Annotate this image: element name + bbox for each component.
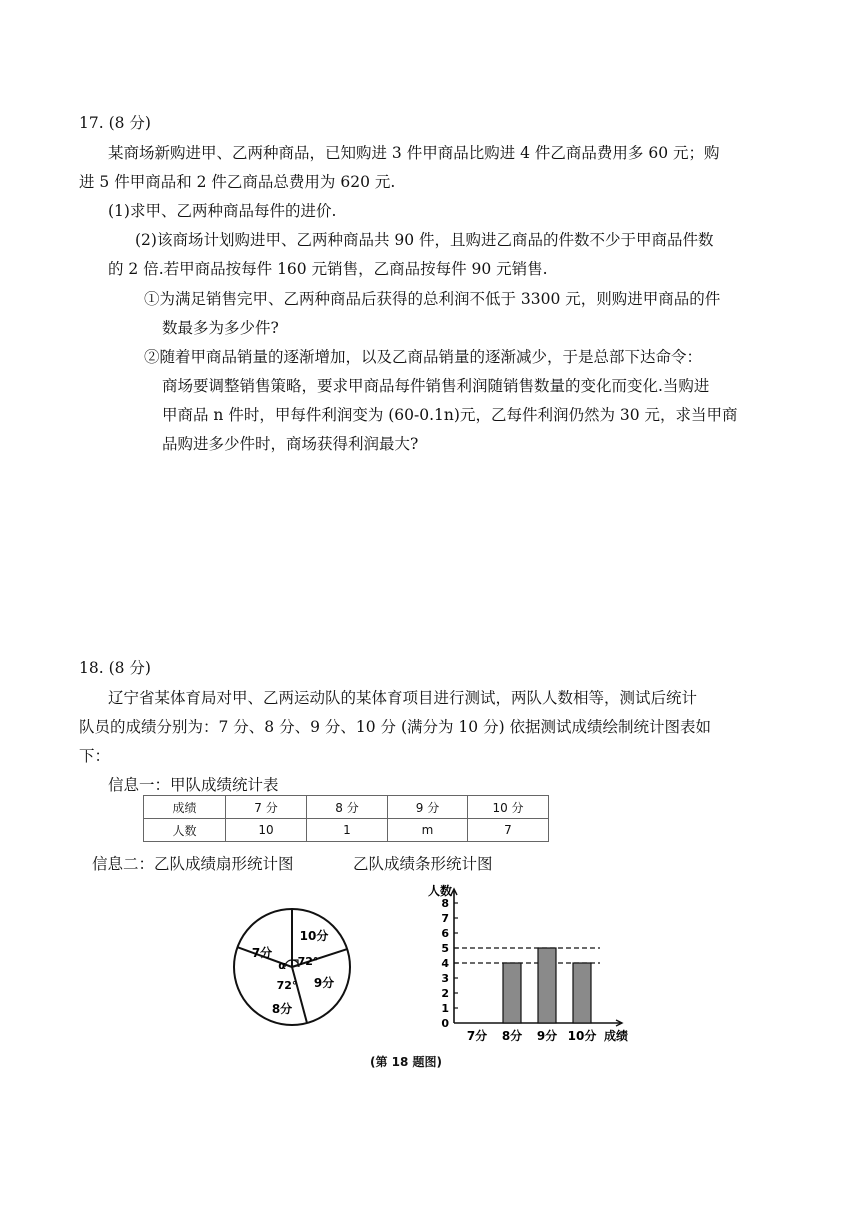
- y-tick-label: 4: [441, 957, 449, 970]
- pie-label-7: 7分: [251, 946, 273, 960]
- bar: [573, 963, 591, 1023]
- table-header-cell: 10 分: [468, 796, 549, 819]
- y-tick-label: 8: [441, 897, 449, 910]
- y-tick-label: 5: [441, 942, 449, 955]
- table-header-cell: 成绩: [144, 796, 226, 819]
- q17-heading: 17. (8 分): [79, 114, 151, 132]
- bar: [503, 963, 521, 1023]
- x-tick-label: 10分: [567, 1029, 597, 1043]
- q17-part2-line2: 的 2 倍.若甲商品按每件 160 元销售，乙商品按每件 90 元销售.: [108, 260, 548, 278]
- y-tick-label: 3: [441, 972, 449, 985]
- team-a-score-table: [143, 795, 549, 842]
- q18-text-line3: 下：: [79, 747, 111, 765]
- q17-sub2-line4: 品购进多少件时，商场获得利润最大?: [162, 435, 419, 453]
- q17-part2-line1: (2)该商场计划购进甲、乙两种商品共 90 件，且购进乙商品的件数不少于甲商品件数: [135, 231, 714, 249]
- bar-layer: [428, 883, 628, 1043]
- q18-text-line2: 队员的成绩分别为：7 分、8 分、9 分、10 分 (满分为 10 分) 依据测试成绩绘制统计图表如: [79, 718, 712, 736]
- q17-text-line1: 某商场新购进甲、乙两种商品，已知购进 3 件甲商品比购进 4 件乙商品费用多 60 元；购: [108, 144, 720, 162]
- y-tick-label: 0: [441, 1017, 449, 1030]
- y-tick-label: 1: [441, 1002, 449, 1015]
- bar-chart-label: 乙队成绩条形统计图: [353, 855, 493, 873]
- q17-text-line2: 进 5 件甲商品和 2 件乙商品总费用为 620 元.: [79, 173, 396, 191]
- x-tick-label: 7分: [466, 1029, 488, 1043]
- table-cell: 1: [307, 819, 388, 842]
- table-cell: 人数: [144, 819, 226, 842]
- pie-label-10: 10分: [299, 929, 329, 943]
- q17-sub1-line2: 数最多为多少件?: [162, 319, 279, 337]
- table-cell: m: [388, 819, 468, 842]
- table-cell: 7: [468, 819, 549, 842]
- y-axis-label: 人数: [427, 884, 453, 898]
- pie-angle-72-bottom: 72°: [276, 979, 298, 992]
- q17-sub2-line3: 甲商品 n 件时，甲每件利润变为 (60-0.1n)元，乙每件利润仍然为 30 元，求当甲商: [162, 406, 738, 424]
- q18-heading: 18. (8 分): [79, 659, 151, 677]
- bar: [538, 948, 556, 1023]
- table-cell: 10: [226, 819, 307, 842]
- figure-caption: (第 18 题图): [370, 1055, 443, 1069]
- table-header-cell: 8 分: [307, 796, 388, 819]
- table-header-cell: 9 分: [388, 796, 468, 819]
- table-header-row: [144, 796, 549, 819]
- pie-label-9: 9分: [313, 976, 335, 990]
- y-tick-label: 6: [441, 927, 449, 940]
- table-row: [144, 819, 549, 842]
- q17-part1: (1)求甲、乙两种商品每件的进价.: [108, 202, 337, 220]
- y-tick-label: 7: [441, 912, 449, 925]
- pie-chart: [230, 905, 354, 1029]
- q17-sub2-line1: ②随着甲商品销量的逐渐增加，以及乙商品销量的逐渐减少，于是总部下达命令：: [144, 348, 703, 366]
- pie-label-8: 8分: [271, 1002, 293, 1016]
- bar-chart: [410, 882, 640, 1052]
- pie-angle-alpha: α: [278, 959, 286, 972]
- x-tick-label: 9分: [536, 1029, 558, 1043]
- q17-sub2-line2: 商场要调整销售策略，要求甲商品每件销售利润随销售数量的变化而变化.当购进: [162, 377, 710, 395]
- q18-text-line1: 辽宁省某体育局对甲、乙两运动队的某体育项目进行测试，两队人数相等，测试后统计: [108, 689, 698, 707]
- table-header-cell: 7 分: [226, 796, 307, 819]
- info2-label: 信息二：乙队成绩扇形统计图: [92, 855, 294, 873]
- x-axis-label: 成绩: [603, 1029, 628, 1043]
- pie-angle-72-top: 72°: [297, 955, 319, 968]
- q17-sub1-line1: ①为满足销售完甲、乙两种商品后获得的总利润不低于 3300 元，则购进甲商品的件: [144, 290, 721, 308]
- y-tick-label: 2: [441, 987, 449, 1000]
- x-tick-label: 8分: [501, 1029, 523, 1043]
- info1-label: 信息一：甲队成绩统计表: [108, 776, 279, 794]
